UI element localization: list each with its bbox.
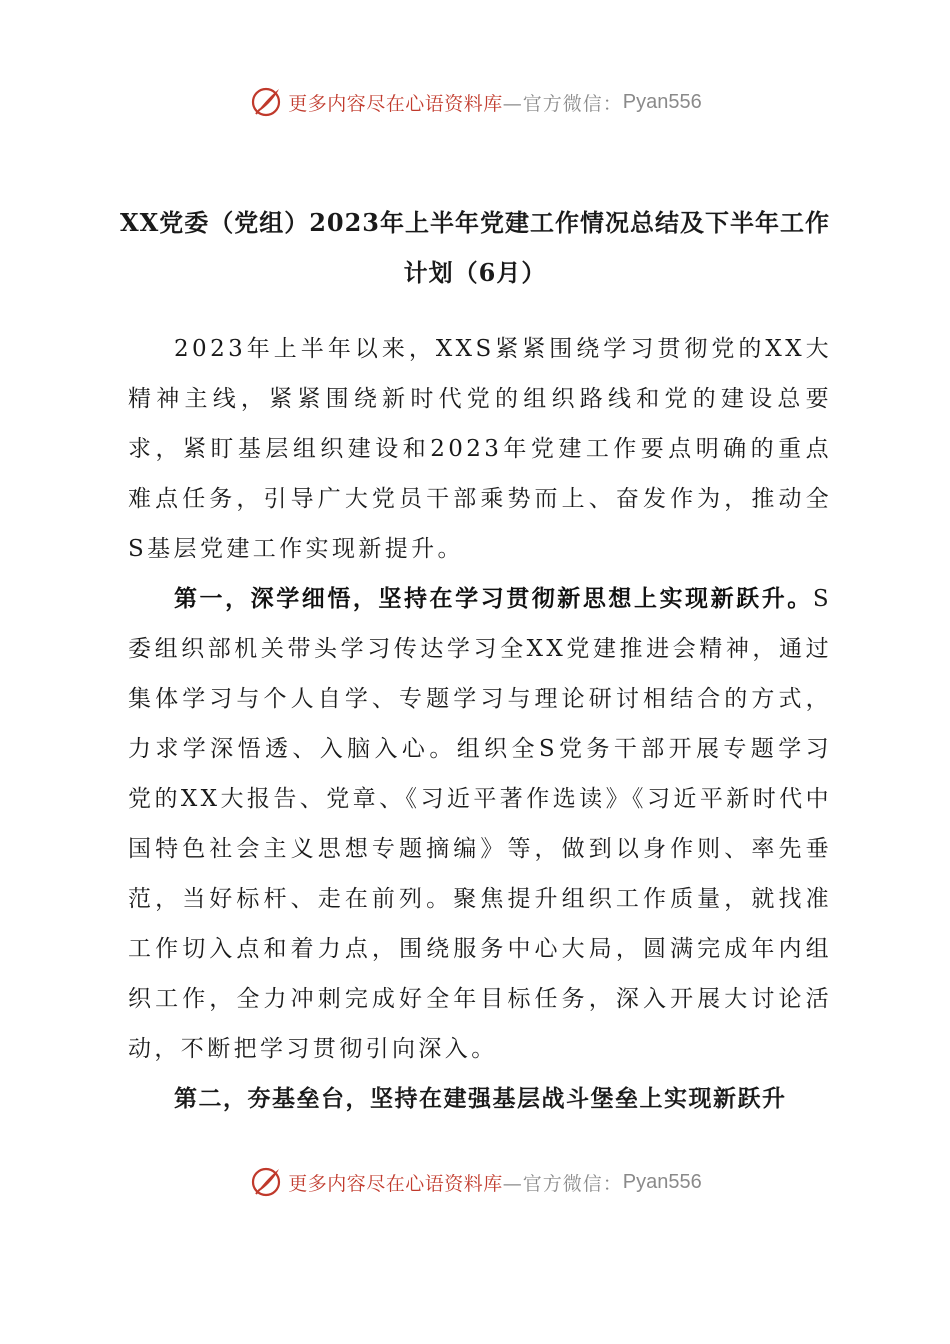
quill-pen-logo-icon bbox=[248, 84, 284, 120]
document-title: XX党委（党组）2023年上半年党建工作情况总结及下半年工作计划（6月） bbox=[119, 208, 831, 287]
section-1-body: S委组织部机关带头学习传达学习全XX党建推进会精神，通过集体学习与个人自学、专题学习与理论研讨相结合的方式，力求学深悟透、入脑入心。组织全S党务干部开展专题学习党的XX大报告、党章、《习近平著作选读》《习近平新时代中国特色社会主义思想专题摘编》等，做到以身作则、率先垂范，当好标杆、走在前列。聚焦提升组织工作质量，就找准工作切入点和着力点，围绕服务中心大局，圆满完成年内组织工作，全力冲刺完成好全年目标任务，深入开展大讨论活动，不断把学习贯彻引向深入。 bbox=[128, 586, 832, 1062]
section-1-heading: 第一，深学细悟，坚持在学习贯彻新思想上实现新跃升。 bbox=[174, 585, 813, 612]
intro-paragraph: 2023年上半年以来，XXS紧紧围绕学习贯彻党的XX大精神主线，紧紧围绕新时代党的组织路线和党的建设总要求，紧盯基层组织建设和2023年党建工作要点明确的重点难点任务，引导广大党员干部乘势而上、奋发作为，推动全S基层党建工作实现新提升。 bbox=[128, 336, 832, 562]
banner-wechat-label: —官方微信： bbox=[502, 1172, 623, 1195]
banner-promo-text: 更多内容尽在心语资料库 bbox=[288, 92, 503, 115]
banner-wechat-id: Pyan556 bbox=[622, 90, 702, 113]
banner-wechat-id: Pyan556 bbox=[622, 1170, 702, 1193]
footer-watermark-banner bbox=[0, 1162, 950, 1202]
header-watermark-banner bbox=[0, 82, 950, 122]
section-1-paragraph bbox=[128, 574, 832, 1074]
quill-pen-logo-icon bbox=[248, 1164, 284, 1200]
banner-promo-text: 更多内容尽在心语资料库 bbox=[288, 1172, 503, 1195]
banner-wechat-label: —官方微信： bbox=[502, 92, 623, 115]
document-body bbox=[128, 324, 832, 1124]
section-2-heading: 第二，夯基垒台，坚持在建强基层战斗堡垒上实现新跃升 bbox=[174, 1085, 787, 1112]
